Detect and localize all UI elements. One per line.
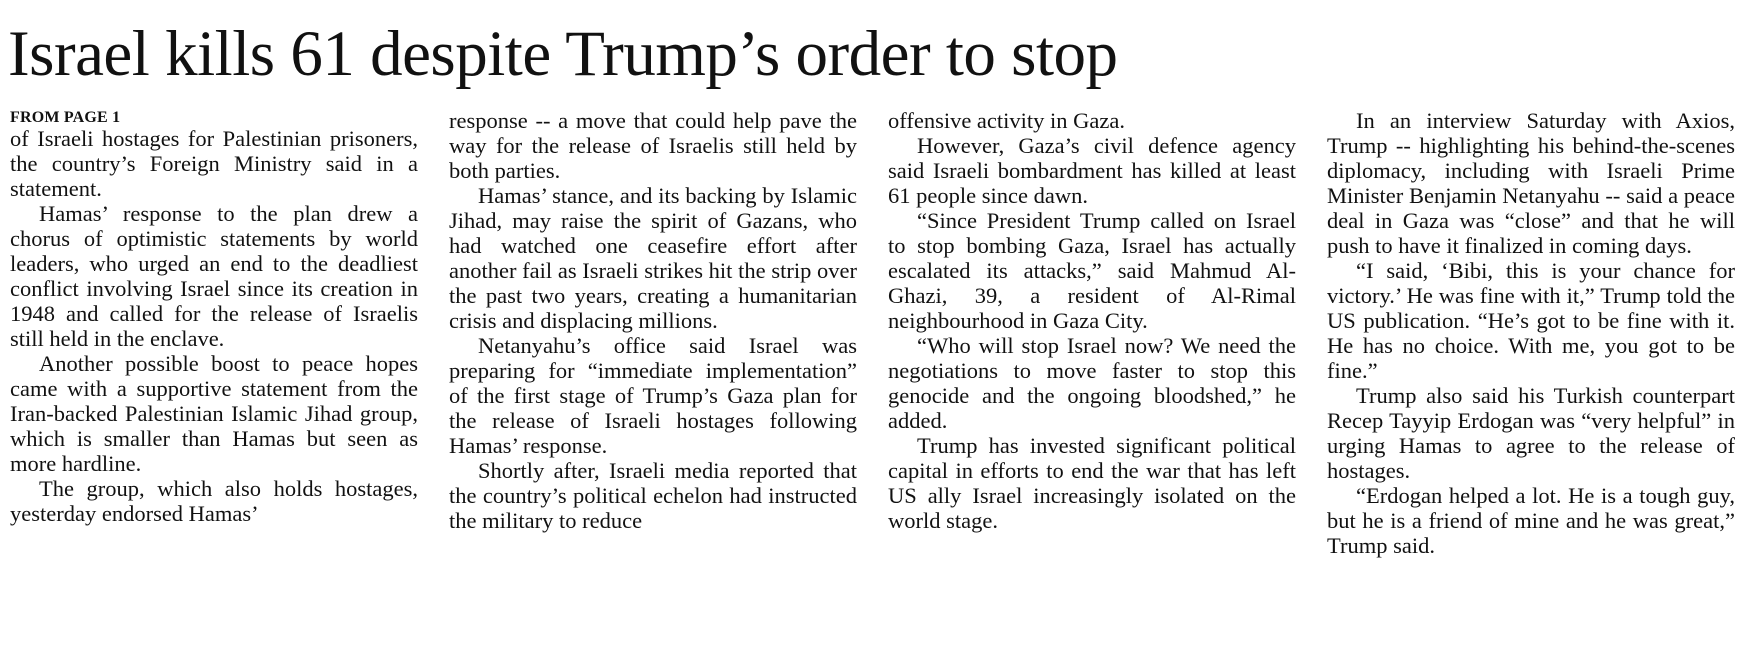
column-1 [10, 108, 418, 653]
paragraph: response -- a move that could help pave the way for the release of Israelis still held by both parties. [449, 108, 857, 183]
paragraph: Hamas’ response to the plan drew a chorus of optimistic statements by world leaders, who urged an end to the deadliest conflict involving Israel since its creation in 1948 and called for the release of Israelis still held in the enclave. [10, 201, 418, 351]
paragraph: of Israeli hostages for Palestinian prisoners, the country’s Foreign Ministry said in a statement. [10, 126, 418, 201]
headline: Israel kills 61 despite Trump’s order to stop [8, 18, 1118, 90]
paragraph: Another possible boost to peace hopes came with a supportive statement from the Iran-backed Palestinian Islamic Jihad group, which is smaller than Hamas but seen as more hardline. [10, 351, 418, 476]
paragraph: offensive activity in Gaza. [888, 108, 1125, 133]
paragraph: Hamas’ stance, and its backing by Islamic Jihad, may raise the spirit of Gazans, who had watched one ceasefire effort after another fail as Israeli strikes hit the strip over the past two years, creating a humanitarian crisis and displacing millions. [449, 183, 857, 333]
column-2 [449, 108, 857, 653]
column-4 [1327, 108, 1735, 653]
kicker: FROM PAGE 1 [10, 109, 121, 126]
paragraph: However, Gaza’s civil defence agency said Israeli bombardment has killed at least 61 people since dawn. [888, 133, 1296, 208]
article-body [10, 108, 1735, 653]
column-3 [888, 108, 1296, 653]
paragraph: “Since President Trump called on Israel to stop bombing Gaza, Israel has actually escalated its attacks,” said Mahmud Al-Ghazi, 39, a resident of Al-Rimal neighbourhood in Gaza City. [888, 208, 1296, 333]
paragraph: In an interview Saturday with Axios, Trump -- highlighting his behind-the-scenes diplomacy, including with Israeli Prime Minister Benjamin Netanyahu -- said a peace deal in Gaza was “close” and that he will push to have it finalized in coming days. [1327, 108, 1735, 258]
paragraph: “Erdogan helped a lot. He is a tough guy, but he is a friend of mine and he was great,” Trump said. [1327, 483, 1735, 558]
paragraph: “I said, ‘Bibi, this is your chance for victory.’ He was fine with it,” Trump told the US publication. “He’s got to be fine with it. He has no choice. With me, you got to be fine.” [1327, 258, 1735, 383]
paragraph: Trump also said his Turkish counterpart Recep Tayyip Erdogan was “very helpful” in urging Hamas to agree to the release of hostages. [1327, 383, 1735, 483]
paragraph: “Who will stop Israel now? We need the negotiations to move faster to stop this genocide and the ongoing bloodshed,” he added. [888, 333, 1296, 433]
paragraph: Netanyahu’s office said Israel was preparing for “immediate implementation” of the first stage of Trump’s Gaza plan for the release of Israeli hostages following Hamas’ response. [449, 333, 857, 458]
paragraph: Trump has invested significant political capital in efforts to end the war that has left US ally Israel increasingly isolated on the world stage. [888, 433, 1296, 533]
paragraph: The group, which also holds hostages, yesterday endorsed Hamas’ [10, 476, 418, 526]
paragraph: Shortly after, Israeli media reported that the country’s political echelon had instructed the military to reduce [449, 458, 857, 533]
